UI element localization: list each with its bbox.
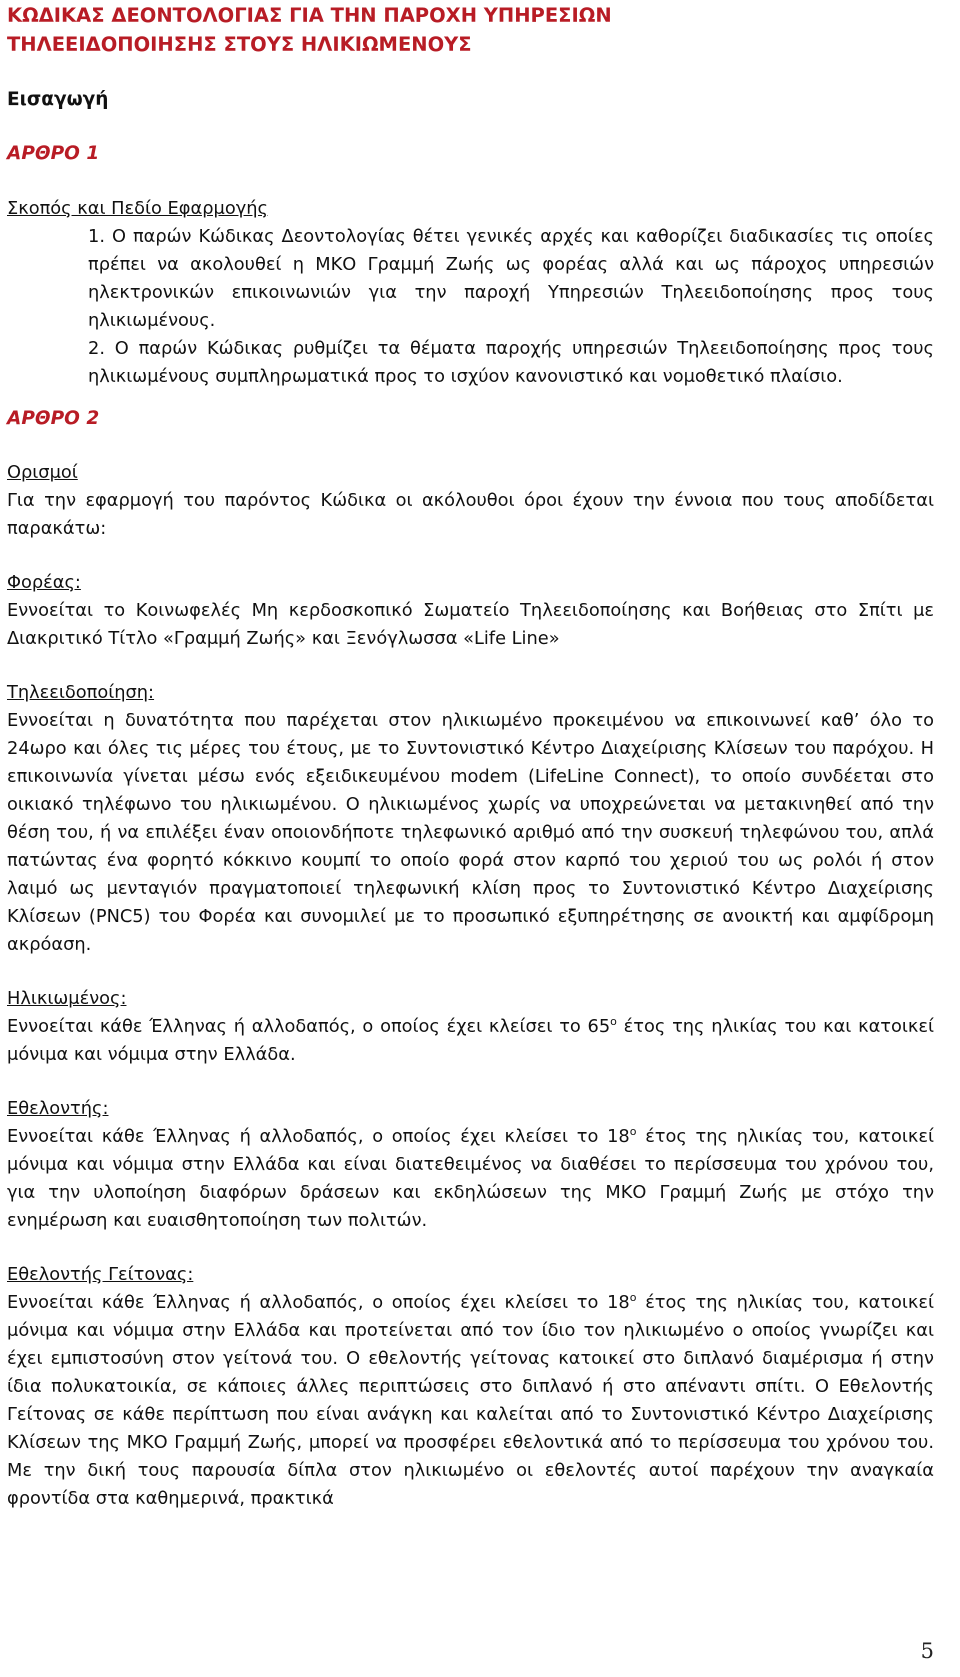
article-1-item-1: 1. Ο παρών Κώδικας Δεοντολογίας θέτει γενικές αρχές και καθορίζει διαδικασίες τις οποίες πρέπει να ακολουθεί η ΜΚΟ Γραμμή Ζωής ως φορέας αλλά και ως πάροχος υπηρεσιών ηλεκτρονικών επικοινωνιών για την παροχή Υπηρεσιών Τηλεειδοποίησης προς τους ηλικιωμένους. [88, 226, 934, 331]
definition-text-part: έτος της ηλικίας του και κατοικεί μόνιμα και νόμιμα στην Ελλάδα. [7, 1016, 934, 1065]
title-line-1: ΚΩΔΙΚΑΣ ΔΕΟΝΤΟΛΟΓΙΑΣ ΓΙΑ ΤΗΝ ΠΑΡΟΧΗ ΥΠΗΡΕΣΙΩΝ [7, 4, 612, 27]
definition-term-ethelontis: Εθελοντής: [7, 1098, 109, 1119]
article-1-label: ΑΡΘΡΟ 1 [7, 143, 100, 164]
ordinal-superscript: ο [610, 1015, 617, 1029]
definition-term-ilikiomenos: Ηλικιωμένος: [7, 988, 127, 1009]
definition-term-foreas: Φορέας: [7, 572, 81, 593]
article-2-label: ΑΡΘΡΟ 2 [7, 408, 100, 429]
definition-term-teleeidopoiisi: Τηλεειδοποίηση: [7, 682, 155, 703]
article-1-item-2: 2. Ο παρών Κώδικας ρυθμίζει τα θέματα παροχής υπηρεσιών Τηλεειδοποίησης προς τους ηλικιωμένους συμπληρωματικά προς το ισχύον κανονιστικό και νομοθετικό πλαίσιο. [88, 338, 934, 387]
page-number: 5 [920, 1639, 934, 1663]
article-1-subtitle: Σκοπός και Πεδίο Εφαρμογής [7, 198, 268, 219]
article-1-list [7, 223, 934, 391]
title-line-2: ΤΗΛΕΕΙΔΟΠΟΙΗΣΗΣ ΣΤΟΥΣ ΗΛΙΚΙΩΜΕΝΟΥΣ [7, 33, 472, 56]
definition-text-foreas: Εννοείται το Κοινωφελές Μη κερδοσκοπικό Σωματείο Τηλεειδοποίησης και Βοήθειας στο Σπίτι με Διακριτικό Τίτλο «Γραμμή Ζωής» και Ξενόγλωσσα «Life Line» [7, 600, 934, 649]
intro-heading: Εισαγωγή [7, 89, 109, 110]
definition-term-ethelontis-geitonas: Εθελοντής Γείτονας: [7, 1264, 194, 1285]
article-2-subtitle: Ορισμοί [7, 462, 78, 483]
definition-text-part: Εννοείται κάθε Έλληνας ή αλλοδαπός, ο οποίος έχει κλείσει το 18 [7, 1126, 630, 1147]
article-2-intro: Για την εφαρμογή του παρόντος Κώδικα οι ακόλουθοι όροι έχουν την έννοια που τους αποδίδεται παρακάτω: [7, 490, 934, 539]
definition-text-ethelontis-geitonas [7, 1289, 934, 1513]
ordinal-superscript: ο [629, 1125, 637, 1139]
definition-text-part: Εννοείται κάθε Έλληνας ή αλλοδαπός, ο οποίος έχει κλείσει το 18 [7, 1292, 630, 1313]
document-title [7, 0, 934, 59]
definition-text-ethelontis [7, 1123, 934, 1235]
definition-text-part: Εννοείται κάθε Έλληνας ή αλλοδαπός, ο οποίος έχει κλείσει το 65 [7, 1016, 611, 1037]
ordinal-superscript: ο [629, 1291, 637, 1305]
definition-text-part: έτος της ηλικίας του, κατοικεί μόνιμα και νόμιμα στην Ελλάδα και είναι διατεθειμένος να διαθέσει το περίσσευμα του χρόνου του, για την υλοποίηση διαφόρων δράσεων και εκδηλώσεων της ΜΚΟ Γραμμή Ζωής με στόχο την ενημέρωση και ευαισθητοποίηση των πολιτών. [7, 1126, 935, 1231]
definition-text-teleeidopoiisi: Εννοείται η δυνατότητα που παρέχεται στον ηλικιωμένο προκειμένου να επικοινωνεί καθ’ όλο το 24ωρο και όλες τις μέρες του έτους, με το Συντονιστικό Κέντρο Διαχείρισης Κλίσεων του παρόχου. Η επικοινωνία γίνεται μέσω ενός εξειδικευμένου modem (LifeLine Connect), το οποίο συνδέεται στο οικιακό τηλέφωνο του ηλικιωμένου. Ο ηλικιωμένος χωρίς να υποχρεώνεται να μετακινηθεί από την θέση του, ή να επιλέξει έναν οποιονδήποτε τηλεφωνικό αριθμό από την συσκευή τηλεφώνου του, απλά πατώντας ένα φορητό κόκκινο κουμπί το οποίο φορά στον καρπό του χεριού του ως ρολόι ή στον λαιμό ως μενταγιόν πραγματοποιεί τηλεφωνική κλίση προς το Συντονιστικό Κέντρο Διαχείρισης Κλίσεων (PNC5) του Φορέα και συνομιλεί με το προσωπικό εξυπηρέτησης σε ανοικτή και αμφίδρομη ακρόαση. [7, 710, 934, 955]
definition-text-ilikiomenos [7, 1013, 934, 1069]
definition-text-part: έτος της ηλικίας του, κατοικεί μόνιμα και νόμιμα στην Ελλάδα και προτείνεται από τον ίδιο τον ηλικιωμένο ο οποίος γνωρίζει και έχει εμπιστοσύνη στον γείτονά του. Ο εθελοντής γείτονας κατοικεί στο διπλανό διαμέρισμα ή στην ίδια πολυκατοικία, σε κάποιες άλλες περιπτώσεις στο διπλανό ή στο απέναντι σπίτι. Ο Εθελοντής Γείτονας σε κάθε περίπτωση που είναι ανάγκη και καλείται από το Συντονιστικό Κέντρο Διαχείρισης Κλίσεων της ΜΚΟ Γραμμή Ζωής, μπορεί να προσφέρει εθελοντικά από το περίσσευμα του χρόνου του. Με την δική τους παρουσία δίπλα στον ηλικιωμένο οι εθελοντές αυτοί παρέχουν την αναγκαία φροντίδα στα καθημερινά, πρακτικά [7, 1292, 935, 1509]
